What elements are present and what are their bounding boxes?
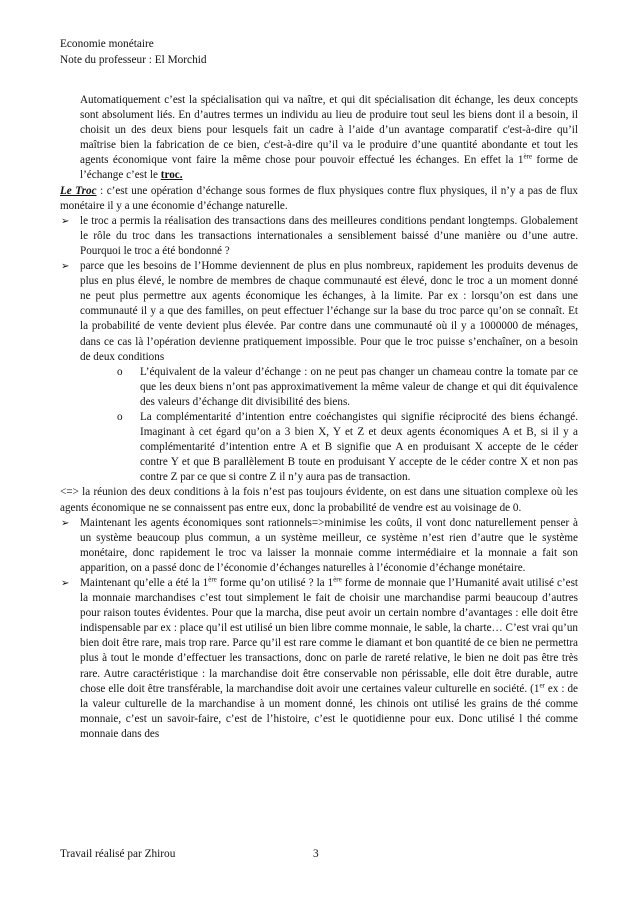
- bullet-item-2: [60, 259, 578, 365]
- bullet-item-3: [60, 516, 578, 576]
- intro-paragraph: [60, 93, 578, 184]
- page-footer: [60, 848, 578, 860]
- arrowhead-bullet-icon: ➢: [61, 517, 70, 529]
- troc-definition: [60, 184, 578, 214]
- sub-text-1: L’équivalent de la valeur d’échange : on ne peut pas changer un chameau contre la tomate par ce que les deux biens n’ont pas approximativement la même valeur de change et qui dit équivalence des valeurs d’échange dit divisibilité des biens.: [140, 365, 578, 408]
- bullet-text-2: parce que les besoins de l’Homme deviennent de plus en plus nombreux, rapidement les produits devenus de plus en plus élevé, le nombre de membres de chaque communauté est élevé, donc le troc a un moment donné ne peut plus permettre aux agents économique les échanges, à la limite. Par ex : lorsqu’on est dans une communauté il y a que des familles, on peut effectuer l’échange sur la base du troc parce qu’on se connaît. Et la probabilité de vente devient plus élevée. Par contre dans une communauté où il y a 1000000 de ménages, dans ce cas là l’opération devienne pratiquement impossible. Pour que le troc puisse s’enchaîner, on a besoin de deux conditions: [80, 260, 578, 363]
- bullet-text-4d: ex : de la valeur culturelle de la marchandise à un moment donné, les chinois ont utilisé les grains de thé comme monnaie, c’est un savoir-faire, c’est de l’histoire, c’est le quotidienne pour eux. Donc utilisé l thé comme monnaie dans des: [80, 682, 579, 740]
- arrowhead-bullet-icon: ➢: [61, 215, 70, 227]
- troc-definition-text: : c’est une opération d’échange sous formes de flux physiques contre flux physiques, il n’y a pas de flux monétaire il y a une économie d’échange naturelle.: [60, 184, 578, 212]
- intro-sup: ère: [523, 152, 532, 161]
- bullet-text-1: le troc a permis la réalisation des transactions dans des meilleures conditions pendant longtemps. Globalement le rôle du troc dans les transactions internationales a sensiblement baissé d’une manière ou d’une autre. Pourquoi le troc a été bondonné ?: [80, 214, 578, 257]
- intro-text: Automatiquement c’est la spécialisation qui va naître, et qui dit spécialisation dit échange, les deux concepts sont absolument liés. En d’autres termes un individu au lieu de produire tout seul les biens dont il a besoin, il choisit un des deux biens pour lesquels fait un cadre à l’aide d’un avantage comparatif c'est-à-dire qu’il maîtrise bien la fabrication de ce bien, c'est-à-dire qu’il va le produire d’une quantité abondante et tout les agents économique vont faire la même chose pour pouvoir effectué les échanges. En effet la 1: [80, 94, 578, 167]
- arrowhead-bullet-icon: ➢: [61, 261, 70, 273]
- sub-item-1: [60, 365, 578, 410]
- bullet4-sup-2: ère: [333, 575, 342, 584]
- sub-item-2: [60, 410, 578, 485]
- bullet4-sup-1: ère: [208, 575, 217, 584]
- equivalence-paragraph: <=> la réunion des deux conditions à la fois n’est pas toujours évidente, on est dans une situation complexe où les agents économique ne se connaissent pas entre eux, donc la probabilité de vendre est au voisinage de 0.: [60, 486, 578, 514]
- arrowhead-bullet-icon: ➢: [61, 578, 70, 589]
- circle-bullet-icon: o: [117, 365, 123, 378]
- troc-keyword: troc.: [160, 169, 183, 182]
- document-title: Economie monétaire: [60, 38, 154, 50]
- bullet-item-1: [60, 214, 578, 259]
- page-header: [60, 36, 207, 68]
- circle-bullet-icon: o: [117, 410, 123, 423]
- footer-credit: Travail réalisé par Zhirou: [60, 848, 176, 860]
- bullet-text-4b: forme qu’on utilisé ? la 1: [216, 577, 334, 589]
- troc-term: Le Troc: [60, 184, 97, 197]
- document-subtitle: Note du professeur : El Morchid: [60, 54, 207, 66]
- sub-text-2: La complémentarité d’intention entre coéchangistes qui signifie réciprocité des biens échangé. Imaginant à cet égard qu’on a 3 bien X, Y et Z et deux agents économiques A et B, si il y a complémentarité d’intention entre A et B signifie que A en produisant X accepte de le céder contre Y et que B parallèlement B toute en produisant Y accepte de le céder contre X et non pas contre Z par ce que si contre Z il n’y aura pas de transaction.: [140, 410, 578, 484]
- bullet-text-3: Maintenant les agents économiques sont rationnels=>minimise les coûts, il vont donc naturellement penser à un système beaucoup plus commun, a un système meilleur, ce système n’est rien d’autre que le système monétaire, donc rapidement le troc va laisser la monnaie comme intermédiaire et la monnaie a fait son apparition, on a passé donc de l’économie d’échanges naturelles à l’économie d’échange monétaire.: [80, 516, 578, 574]
- bullet-text-4a: Maintenant qu’elle a été la 1: [80, 577, 209, 589]
- bullet-item-4: [60, 576, 578, 742]
- bullet4-sup-3: er: [539, 680, 545, 689]
- page-number: 3: [313, 848, 319, 860]
- page-body: [60, 93, 578, 742]
- intro-after: forme de l’échange c’est le: [80, 154, 579, 182]
- bullet-text-4c: forme de monnaie que l’Humanité avait utilisé c’est la monnaie marchandises c’est tout simplement le fait de choisir une marchandise parmi beaucoup d’autres pour raison toutes évidentes. Pour que la marcha, dise peut avoir un certain nombre d’avantages : elle doit être indispensable par ex : place qu’il est utilisé un bien libre comme monnaie, le sable, la charte… C’est vrai qu’un bien doit être rare, mais trop rare. Parce qu’il est rare comme le diamant et bon quantité de ce bien ne permettra plus à tout le monde d’effectuer les transactions, donc on parle de rareté relative, le bien ne doit pas être très rare. Autre caractéristique : la marchandise doit être conservable non périssable, elle doit être durable, autre chose elle doit être transférable, la marchandise doit avoir une certaines valeur culturelle en société. (1: [80, 577, 578, 695]
